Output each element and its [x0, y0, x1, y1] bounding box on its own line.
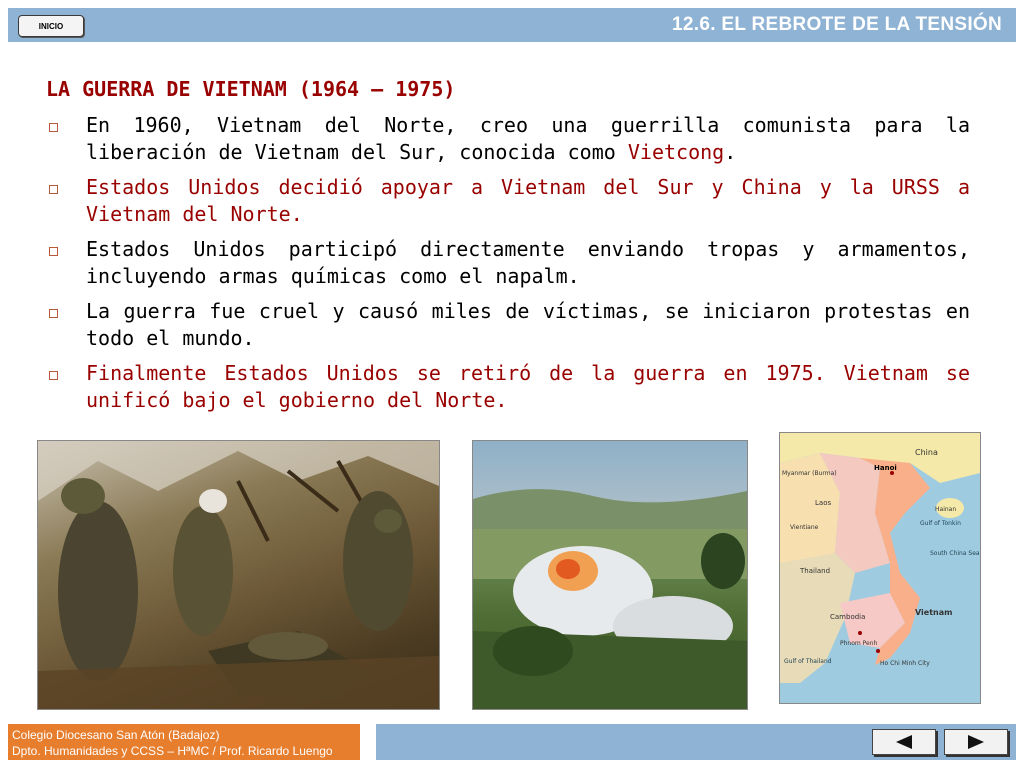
map-label-south-china-sea: South China Sea: [930, 550, 980, 557]
bullet-text: Finalmente Estados Unidos se retiró de la guerra en 1975. Vietnam se unificó bajo el gobierno del Norte.: [86, 361, 970, 412]
bullet-text: En 1960, Vietnam del Norte, creo una guerrilla comunista para la liberación de Vietnam del Sur, conocida como: [86, 113, 970, 164]
map-illustration: [780, 433, 980, 703]
bullet-text-end: .: [724, 140, 737, 164]
bullet-list: [46, 112, 970, 422]
page-title: LA GUERRA DE VIETNAM (1964 – 1975): [46, 77, 456, 101]
napalm-photo: [472, 440, 748, 710]
square-bullet-icon: [49, 371, 58, 380]
map-label-gulf-tonkin: Gulf of Tonkin: [920, 520, 961, 527]
map-label-vientiane: Vientiane: [790, 524, 819, 531]
footer-credits: [8, 724, 360, 760]
bullet-text: La guerra fue cruel y causó miles de víctimas, se iniciaron protestas en todo el mundo.: [86, 299, 970, 350]
square-bullet-icon: [49, 185, 58, 194]
home-button[interactable]: INICIO: [18, 15, 84, 37]
triangle-left-icon: [894, 734, 914, 750]
footer-nav-bar: [376, 724, 1016, 760]
map-label-gulf-thailand: Gulf of Thailand: [784, 658, 832, 665]
section-title: 12.6. EL REBROTE DE LA TENSIÓN: [672, 14, 1002, 35]
triangle-right-icon: [966, 734, 986, 750]
soldiers-illustration: [38, 441, 439, 709]
map-label-vietnam: Vietnam: [915, 608, 953, 617]
map-label-thailand: Thailand: [800, 567, 831, 575]
list-item: [46, 298, 970, 352]
map-label-china: China: [915, 448, 938, 457]
list-item: [46, 174, 970, 228]
header-bar: [8, 8, 1016, 42]
list-item: [46, 236, 970, 290]
map-label-laos: Laos: [815, 499, 832, 507]
bullet-text: Estados Unidos participó directamente enviando tropas y armamentos, incluyendo armas químicas como el napalm.: [86, 237, 970, 288]
map-label-hanoi: Hanoi: [874, 464, 897, 472]
vietnam-map: [779, 432, 981, 704]
map-label-phnom-penh: Phnom Penh: [840, 640, 878, 647]
previous-button[interactable]: [872, 729, 936, 755]
bullet-text: Estados Unidos decidió apoyar a Vietnam del Sur y China y la URSS a Vietnam del Norte.: [86, 175, 970, 226]
square-bullet-icon: [49, 309, 58, 318]
footer-school: Colegio Diocesano San Atón (Badajoz): [12, 728, 220, 742]
map-label-cambodia: Cambodia: [830, 613, 866, 621]
napalm-illustration: [473, 441, 747, 709]
bullet-highlight: Vietcong: [627, 140, 725, 164]
square-bullet-icon: [49, 247, 58, 256]
list-item: [46, 112, 970, 166]
soldiers-photo: [37, 440, 440, 710]
footer-department: Dpto. Humanidades y CCSS – HªMC / Prof. Ricardo Luengo: [12, 744, 333, 758]
list-item: [46, 360, 970, 414]
map-label-ho-chi-minh: Ho Chi Minh City: [880, 660, 930, 667]
map-label-myanmar: Myanmar (Burma): [782, 470, 837, 477]
map-label-hainan: Hainan: [935, 506, 957, 513]
square-bullet-icon: [49, 123, 58, 132]
next-button[interactable]: [944, 729, 1008, 755]
